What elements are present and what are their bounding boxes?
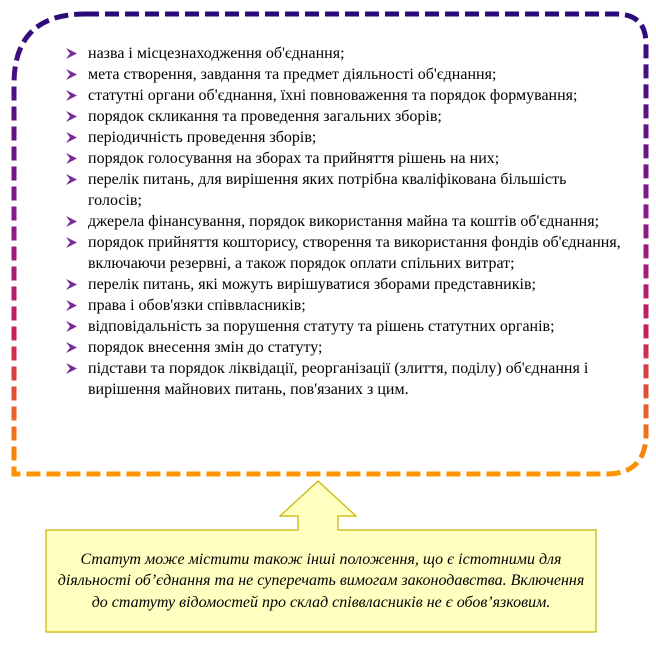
list-item: періодичність проведення зборів;: [64, 127, 624, 148]
list-item: права і обов'язки співвласників;: [64, 295, 624, 316]
chevron-arrow-icon: [65, 362, 78, 375]
chevron-arrow-icon: [65, 152, 78, 165]
statute-items-list: [64, 43, 624, 400]
list-item: статутні органи об'єднання, їхні повноваження та порядок формування;: [64, 85, 624, 106]
chevron-arrow-icon: [65, 68, 78, 81]
chevron-arrow-icon: [65, 341, 78, 354]
list-item: порядок голосування на зборах та прийняття рішень на них;: [64, 148, 624, 169]
chevron-arrow-icon: [65, 299, 78, 312]
list-item: порядок скликання та проведення загальних зборів;: [64, 106, 624, 127]
chevron-arrow-icon: [65, 173, 78, 186]
list-item: джерела фінансування, порядок використання майна та коштів об'єднання;: [64, 211, 624, 232]
note-text: Статут може містити також інші положення, що є істотними для діяльності об’єднання та не суперечать вимогам законодавства. Включення до статуту відомостей про склад співвласників не є обов’язковим.: [57, 550, 585, 611]
list-item: відповідальність за порушення статуту та рішень статутних органів;: [64, 316, 624, 337]
chevron-arrow-icon: [65, 215, 78, 228]
list-item: порядок внесення змін до статуту;: [64, 337, 624, 358]
list-item: перелік питань, які можуть вирішуватися зборами представників;: [64, 274, 624, 295]
chevron-arrow-icon: [65, 89, 78, 102]
list-item: назва і місцезнаходження об'єднання;: [64, 43, 624, 64]
chevron-arrow-icon: [65, 320, 78, 333]
list-item: мета створення, завдання та предмет діяльності об'єднання;: [64, 64, 624, 85]
chevron-arrow-icon: [65, 236, 78, 249]
list-item: перелік питань, для вирішення яких потрібна кваліфікована більшість голосів;: [64, 169, 624, 211]
chevron-arrow-icon: [65, 47, 78, 60]
chevron-arrow-icon: [65, 131, 78, 144]
list-item: підстави та порядок ліквідації, реорганізації (злиття, поділу) об'єднання і вирішення майнових питань, пов'язаних з цим.: [64, 358, 624, 400]
chevron-arrow-icon: [65, 278, 78, 291]
list-item: порядок прийняття кошторису, створення та використання фондів об'єднання, включаючи резервні, а також порядок оплати спільних витрат;: [64, 232, 624, 274]
chevron-arrow-icon: [65, 110, 78, 123]
note-callout: [46, 531, 596, 631]
